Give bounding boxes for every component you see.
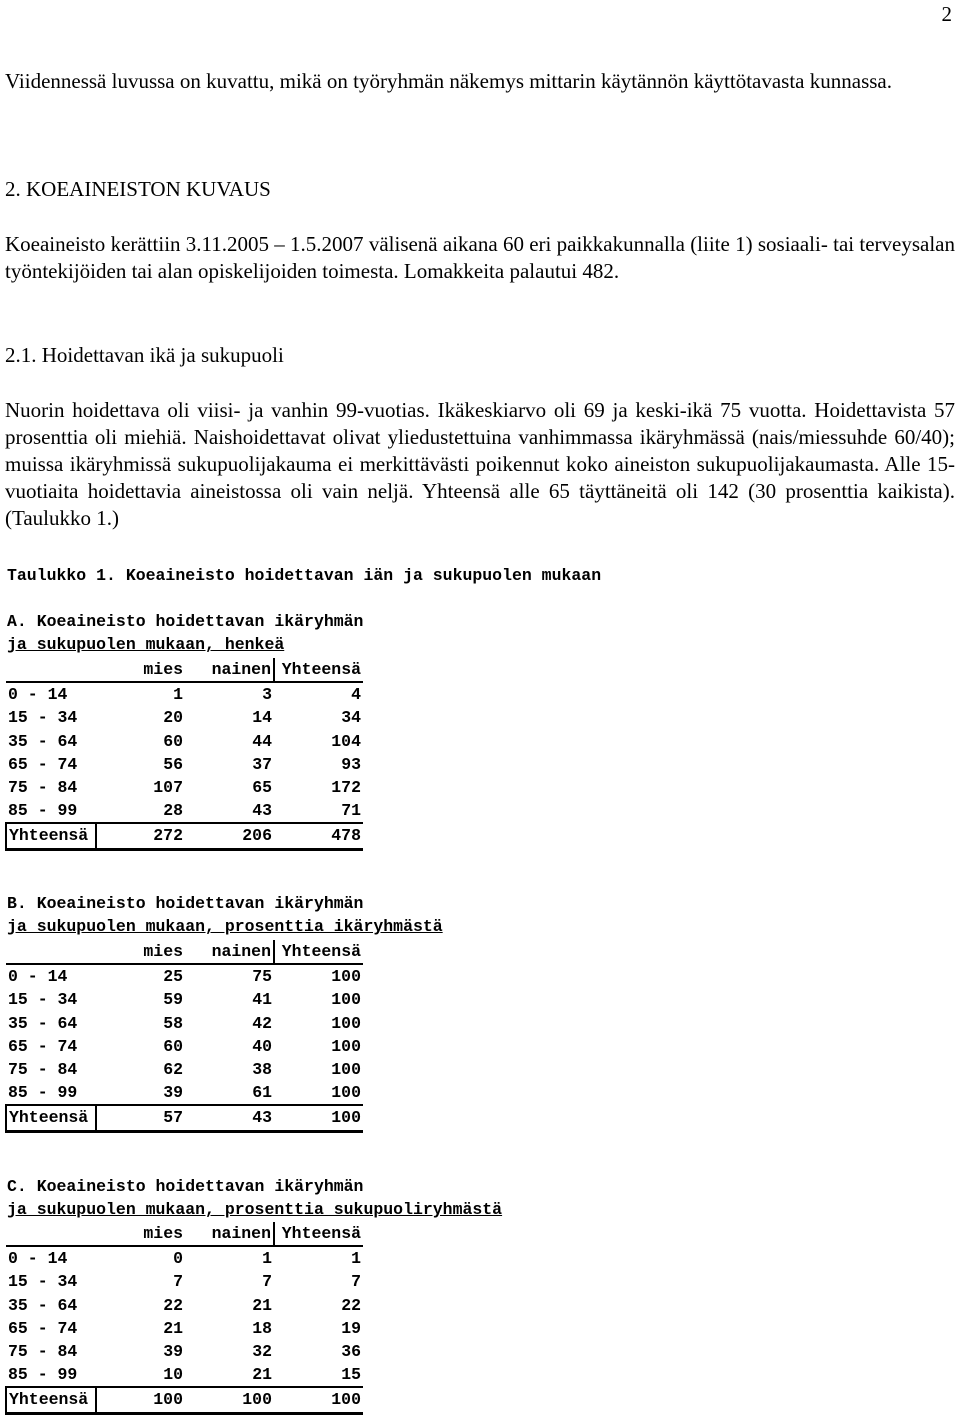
cell-mies: 22 (163, 1295, 183, 1315)
section-paragraph (5, 231, 955, 285)
cell-mies: 59 (163, 990, 183, 1010)
section-text: Koeaineisto kerättiin 3.11.2005 – 1.5.2007 välisenä aikana 60 eri paikkakunnalla (liite 1) sosiaali- tai terveysalan työntekijöiden tai alan opiskelijoiden toimesta. Lomakkeita palautui 482. (5, 232, 955, 283)
header-cell-nainen: nainen (185, 940, 274, 964)
header-cell-total: Yhteensä (274, 658, 363, 682)
total-nainen: 43 (185, 1105, 274, 1131)
cell-nainen: 1 (262, 1249, 272, 1269)
table-b-caption-line-2: ja sukupuolen mukaan, prosenttia ikäryhmästä (7, 917, 443, 937)
table-a-caption (7, 610, 363, 656)
row-label: 15 - 34 (8, 1272, 78, 1292)
table-row (6, 1058, 363, 1081)
cell-total: 15 (341, 1365, 361, 1385)
cell-total: 100 (331, 967, 361, 987)
table-b-caption (7, 892, 443, 938)
table-row (6, 1294, 363, 1317)
cell-nainen: 42 (252, 1013, 272, 1033)
cell-nainen: 75 (252, 967, 272, 987)
table-row (6, 1035, 363, 1058)
row-label: 65 - 74 (8, 1036, 78, 1056)
row-label: 85 - 99 (8, 1083, 78, 1103)
row-label: 35 - 64 (8, 731, 78, 751)
row-label: 0 - 14 (8, 967, 68, 987)
table-a (5, 658, 363, 851)
header-cell-label (6, 1222, 96, 1246)
row-label: 65 - 74 (8, 1318, 78, 1338)
cell-mies: 1 (173, 685, 183, 705)
table-row (6, 1270, 363, 1293)
total-mies: 272 (96, 823, 185, 849)
intro-text: Viidennessä luvussa on kuvattu, mikä on työryhmän näkemys mittarin käytännön käyttötavasta kunnassa. (5, 69, 892, 93)
table-row (6, 799, 363, 823)
header-cell-total: Yhteensä (274, 940, 363, 964)
total-mies: 100 (96, 1387, 185, 1413)
cell-mies: 60 (163, 731, 183, 751)
total-label: Yhteensä (6, 1105, 96, 1131)
table-c-caption-line-1: C. Koeaineisto hoidettavan ikäryhmän (7, 1177, 364, 1196)
cell-mies: 39 (163, 1083, 183, 1103)
cell-total: 34 (341, 708, 361, 728)
cell-nainen: 44 (252, 731, 272, 751)
cell-nainen: 61 (252, 1083, 272, 1103)
page-number: 2 (941, 2, 952, 26)
row-label: 85 - 99 (8, 801, 78, 821)
total-label: Yhteensä (6, 1387, 96, 1413)
cell-mies: 56 (163, 754, 183, 774)
header-cell-mies: mies (96, 940, 185, 964)
cell-nainen: 7 (262, 1272, 272, 1292)
cell-nainen: 43 (252, 801, 272, 821)
table-c (5, 1222, 363, 1415)
cell-nainen: 38 (252, 1060, 272, 1080)
table-row (6, 1012, 363, 1035)
total-nainen: 100 (185, 1387, 274, 1413)
row-label: 0 - 14 (8, 685, 68, 705)
cell-total: 104 (331, 731, 361, 751)
total-nainen: 206 (185, 823, 274, 849)
header-cell-label (6, 658, 96, 682)
cell-nainen: 14 (252, 708, 272, 728)
row-label: 0 - 14 (8, 1249, 68, 1269)
cell-nainen: 40 (252, 1036, 272, 1056)
cell-total: 22 (341, 1295, 361, 1315)
cell-mies: 58 (163, 1013, 183, 1033)
row-label: 15 - 34 (8, 990, 78, 1010)
table-row (6, 776, 363, 799)
table-row (6, 682, 363, 706)
table-row (6, 706, 363, 729)
cell-mies: 39 (163, 1342, 183, 1362)
cell-mies: 21 (163, 1318, 183, 1338)
table-total-row (6, 1105, 363, 1131)
cell-total: 93 (341, 754, 361, 774)
cell-nainen: 21 (252, 1365, 272, 1385)
header-cell-mies: mies (96, 658, 185, 682)
row-label: 75 - 84 (8, 778, 78, 798)
cell-total: 4 (351, 685, 361, 705)
table-row (6, 753, 363, 776)
row-label: 75 - 84 (8, 1342, 78, 1362)
table-header-row (6, 940, 363, 964)
total-total: 478 (274, 823, 363, 849)
table-c-caption-line-2: ja sukupuolen mukaan, prosenttia sukupuoliryhmästä (7, 1200, 503, 1220)
total-label: Yhteensä (6, 823, 96, 849)
cell-nainen: 21 (252, 1295, 272, 1315)
cell-mies: 20 (163, 708, 183, 728)
header-cell-nainen: nainen (185, 658, 274, 682)
cell-nainen: 41 (252, 990, 272, 1010)
cell-mies: 7 (173, 1272, 183, 1292)
table-total-row (6, 823, 363, 849)
table-header-row (6, 1222, 363, 1246)
row-label: 75 - 84 (8, 1060, 78, 1080)
header-cell-nainen: nainen (185, 1222, 274, 1246)
cell-nainen: 18 (252, 1318, 272, 1338)
subsection-text: Nuorin hoidettava oli viisi- ja vanhin 99-vuotias. Ikäkeskiarvo oli 69 ja keski-ikä 75 vuotta. Hoidettavista 57 prosenttia oli miehiä. Naishoidettavat olivat yliedustettuina vanhimmassa ikäryhmässä (nais/miessuhde 60/40); muissa ikäryhmissä sukupuolijakauma ei merkittävästi poikennut koko aineiston sukupuolijakaumasta. Alle 15-vuotiaita hoidettavia aineistossa oli vain neljä. Yhteensä alle 65 täyttäneitä oli 142 (30 prosenttia kaikista). (Taulukko 1.) (5, 398, 955, 530)
intro-paragraph (5, 68, 955, 95)
cell-nainen: 65 (252, 778, 272, 798)
subsection-paragraph (5, 397, 955, 532)
header-cell-label (6, 940, 96, 964)
cell-nainen: 3 (262, 685, 272, 705)
table-row (6, 988, 363, 1011)
cell-mies: 60 (163, 1036, 183, 1056)
cell-total: 100 (331, 1060, 361, 1080)
cell-mies: 0 (173, 1249, 183, 1269)
header-cell-total: Yhteensä (274, 1222, 363, 1246)
cell-mies: 10 (163, 1365, 183, 1385)
row-label: 35 - 64 (8, 1295, 78, 1315)
header-cell-mies: mies (96, 1222, 185, 1246)
cell-total: 7 (351, 1272, 361, 1292)
cell-total: 36 (341, 1342, 361, 1362)
cell-mies: 28 (163, 801, 183, 821)
total-mies: 57 (96, 1105, 185, 1131)
section-heading: 2. KOEAINEISTON KUVAUS (5, 177, 271, 201)
cell-total: 19 (341, 1318, 361, 1338)
table-a-caption-line-2: ja sukupuolen mukaan, henkeä (7, 635, 285, 655)
table-row (6, 730, 363, 753)
cell-total: 71 (341, 801, 361, 821)
cell-total: 100 (331, 990, 361, 1010)
table-row (6, 1246, 363, 1270)
cell-total: 100 (331, 1036, 361, 1056)
cell-mies: 25 (163, 967, 183, 987)
cell-mies: 107 (153, 778, 183, 798)
total-total: 100 (274, 1387, 363, 1413)
table-row (6, 1317, 363, 1340)
row-label: 65 - 74 (8, 754, 78, 774)
table-b-caption-line-1: B. Koeaineisto hoidettavan ikäryhmän (7, 894, 364, 913)
cell-nainen: 37 (252, 754, 272, 774)
table-a-caption-line-1: A. Koeaineisto hoidettavan ikäryhmän (7, 612, 364, 631)
table-b (5, 940, 363, 1133)
cell-total: 100 (331, 1083, 361, 1103)
cell-total: 100 (331, 1013, 361, 1033)
table-c-caption (7, 1175, 502, 1221)
row-label: 35 - 64 (8, 1013, 78, 1033)
cell-nainen: 32 (252, 1342, 272, 1362)
table-row (6, 964, 363, 988)
table-row (6, 1340, 363, 1363)
table-header-row (6, 658, 363, 682)
cell-mies: 62 (163, 1060, 183, 1080)
subsection-heading: 2.1. Hoidettavan ikä ja sukupuoli (5, 343, 284, 367)
cell-total: 1 (351, 1249, 361, 1269)
table-title: Taulukko 1. Koeaineisto hoidettavan iän ja sukupuolen mukaan (7, 566, 602, 585)
table-row (6, 1363, 363, 1387)
table-row (6, 1081, 363, 1105)
total-total: 100 (274, 1105, 363, 1131)
row-label: 85 - 99 (8, 1365, 78, 1385)
cell-total: 172 (331, 778, 361, 798)
row-label: 15 - 34 (8, 708, 78, 728)
table-total-row (6, 1387, 363, 1413)
